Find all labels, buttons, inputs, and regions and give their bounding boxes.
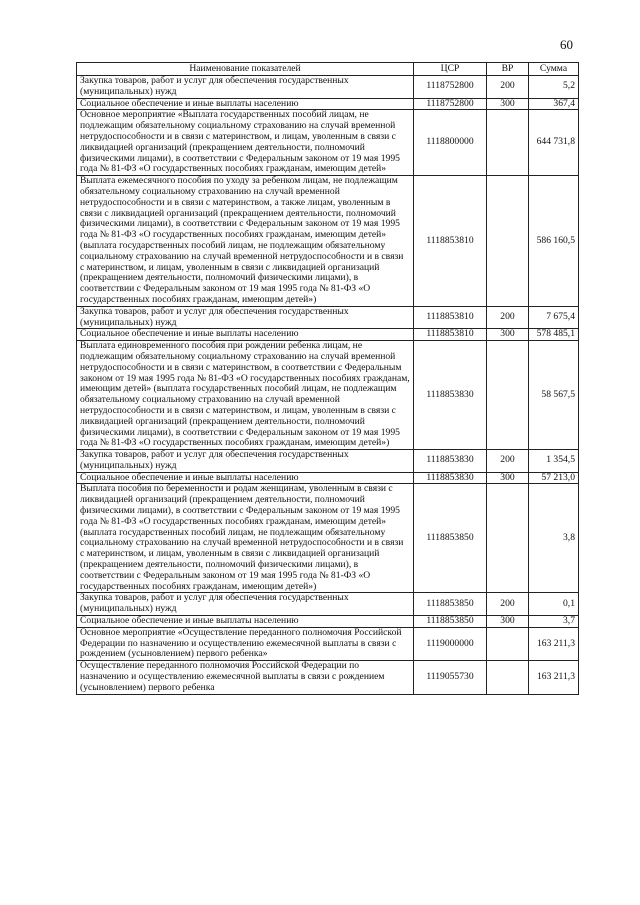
- cell-csr: 1118853850: [414, 616, 487, 628]
- table-row: [77, 341, 579, 450]
- cell-csr: 1118853830: [414, 341, 487, 450]
- cell-name: Выплата единовременного пособия при рождении ребенка лицам, не подлежащим обязательному социальному страхованию на случай временной нетрудоспособности и в связи с материнством, в соответствии с Федеральным законом от 19 мая 1995 года № 81-ФЗ «О государственных пособиях гражданам, имеющим детей» (выплата государственных пособий лицам, не подлежащим обязательному социальному страхованию на случай временной нетрудоспособности и в связи с материнством, и лицам, уволенным в связи с ликвидацией организаций (прекращением деятельности, полномочий физическими лицами), в соответствии с Федеральным законом от 19 мая 1995 года № 81-ФЗ «О государственных пособиях гражданам, имеющим детей»): [77, 341, 414, 450]
- cell-vr: [487, 661, 529, 694]
- table-row: [77, 76, 579, 99]
- table-row: [77, 176, 579, 307]
- cell-csr: 1118853850: [414, 593, 487, 616]
- cell-sum: 57 213,0: [529, 472, 579, 484]
- cell-csr: 1118752800: [414, 98, 487, 110]
- page-number: 60: [560, 37, 573, 52]
- cell-sum: 586 160,5: [529, 176, 579, 307]
- budget-table: [76, 62, 579, 695]
- cell-vr: 200: [487, 593, 529, 616]
- cell-csr: 1118853810: [414, 306, 487, 329]
- header-csr: ЦСР: [414, 63, 487, 76]
- cell-vr: 200: [487, 450, 529, 473]
- cell-vr: [487, 341, 529, 450]
- table-row: [77, 627, 579, 660]
- cell-sum: 3,8: [529, 484, 579, 593]
- cell-vr: [487, 627, 529, 660]
- cell-name: Основное мероприятие «Осуществление переданного полномочия Российской Федерации по назначению и осуществлению ежемесячной выплаты в связи с рождением (усыновлением) первого ребенка»: [77, 627, 414, 660]
- header-vr: ВР: [487, 63, 529, 76]
- cell-csr: 1118853830: [414, 472, 487, 484]
- cell-csr: 1119000000: [414, 627, 487, 660]
- cell-name: Социальное обеспечение и иные выплаты населению: [77, 472, 414, 484]
- cell-csr: 1119055730: [414, 661, 487, 694]
- table-row: [77, 329, 579, 341]
- table-row: [77, 472, 579, 484]
- cell-sum: 163 211,3: [529, 627, 579, 660]
- table-row: [77, 484, 579, 593]
- cell-vr: 300: [487, 616, 529, 628]
- table-row: [77, 98, 579, 110]
- cell-vr: [487, 110, 529, 176]
- cell-name: Осуществление переданного полномочия Российской Федерации по назначению и осуществлению ежемесячной выплаты в связи с рождением (усыновлением) первого ребенка: [77, 661, 414, 694]
- table-row: [77, 306, 579, 329]
- cell-name: Закупка товаров, работ и услуг для обеспечения государственных (муниципальных) нужд: [77, 450, 414, 473]
- cell-sum: 163 211,3: [529, 661, 579, 694]
- cell-vr: 300: [487, 98, 529, 110]
- cell-csr: 1118800000: [414, 110, 487, 176]
- cell-sum: 644 731,8: [529, 110, 579, 176]
- cell-name: Социальное обеспечение и иные выплаты населению: [77, 98, 414, 110]
- cell-vr: 300: [487, 329, 529, 341]
- cell-vr: [487, 484, 529, 593]
- cell-name: Основное мероприятие «Выплата государственных пособий лицам, не подлежащим обязательному социальному страхованию на случай временной нетрудоспособности и в связи с материнством, и лицам, уволенным в связи с ликвидацией организаций (прекращением деятельности, полномочий физическими лицами), в соответствии с Федеральным законом от 19 мая 1995 года № 81-ФЗ «О государственных пособиях гражданам, имеющим детей»: [77, 110, 414, 176]
- cell-csr: 1118853810: [414, 176, 487, 307]
- cell-csr: 1118853810: [414, 329, 487, 341]
- header-sum: Сумма: [529, 63, 579, 76]
- table-row: [77, 450, 579, 473]
- cell-name: Социальное обеспечение и иные выплаты населению: [77, 329, 414, 341]
- cell-csr: 1118853830: [414, 450, 487, 473]
- cell-csr: 1118752800: [414, 76, 487, 99]
- table-header-row: [77, 63, 579, 76]
- table-row: [77, 661, 579, 694]
- header-name: Наименование показателей: [77, 63, 414, 76]
- cell-csr: 1118853850: [414, 484, 487, 593]
- table-row: [77, 593, 579, 616]
- cell-sum: 367,4: [529, 98, 579, 110]
- cell-sum: 7 675,4: [529, 306, 579, 329]
- cell-vr: 200: [487, 306, 529, 329]
- cell-name: Выплата ежемесячного пособия по уходу за ребенком лицам, не подлежащим обязательному социальному страхованию на случай временной нетрудоспособности и в связи с материнством, а также лицам, уволенным в связи с ликвидацией организаций (прекращением деятельности, полномочий физическими лицами), в соответствии с Федеральным законом от 19 мая 1995 года № 81-ФЗ «О государственных пособиях гражданам, имеющим детей» (выплата государственных пособий лицам, не подлежащим обязательному социальному страхованию на случай временной нетрудоспособности и в связи с материнством, и лицам, уволенным в связи с ликвидацией организаций (прекращением деятельности, полномочий физическими лицами), в соответствии с Федеральным законом от 19 мая 1995 года № 81-ФЗ «О государственных пособиях гражданам, имеющим детей»): [77, 176, 414, 307]
- cell-name: Закупка товаров, работ и услуг для обеспечения государственных (муниципальных) нужд: [77, 593, 414, 616]
- table-row: [77, 616, 579, 628]
- cell-name: Социальное обеспечение и иные выплаты населению: [77, 616, 414, 628]
- cell-sum: 0,1: [529, 593, 579, 616]
- cell-sum: 3,7: [529, 616, 579, 628]
- table-row: [77, 110, 579, 176]
- cell-vr: [487, 176, 529, 307]
- cell-vr: 300: [487, 472, 529, 484]
- cell-name: Закупка товаров, работ и услуг для обеспечения государственных (муниципальных) нужд: [77, 306, 414, 329]
- cell-vr: 200: [487, 76, 529, 99]
- cell-name: Выплата пособия по беременности и родам женщинам, уволенным в связи с ликвидацией организаций (прекращением деятельности, полномочий физическими лицами), в соответствии с Федеральным законом от 19 мая 1995 года № 81-ФЗ «О государственных пособиях гражданам, имеющим детей» (выплата государственных пособий лицам, не подлежащим обязательному социальному страхованию на случай временной нетрудоспособности и в связи с материнством, и лицам, уволенным в связи с ликвидацией организаций (прекращением деятельности, полномочий физическими лицами), в соответствии с Федеральным законом от 19 мая 1995 года № 81-ФЗ «О государственных пособиях гражданам, имеющим детей»): [77, 484, 414, 593]
- cell-sum: 578 485,1: [529, 329, 579, 341]
- cell-sum: 5,2: [529, 76, 579, 99]
- table-body: [77, 76, 579, 695]
- cell-sum: 58 567,5: [529, 341, 579, 450]
- cell-name: Закупка товаров, работ и услуг для обеспечения государственных (муниципальных) нужд: [77, 76, 414, 99]
- cell-sum: 1 354,5: [529, 450, 579, 473]
